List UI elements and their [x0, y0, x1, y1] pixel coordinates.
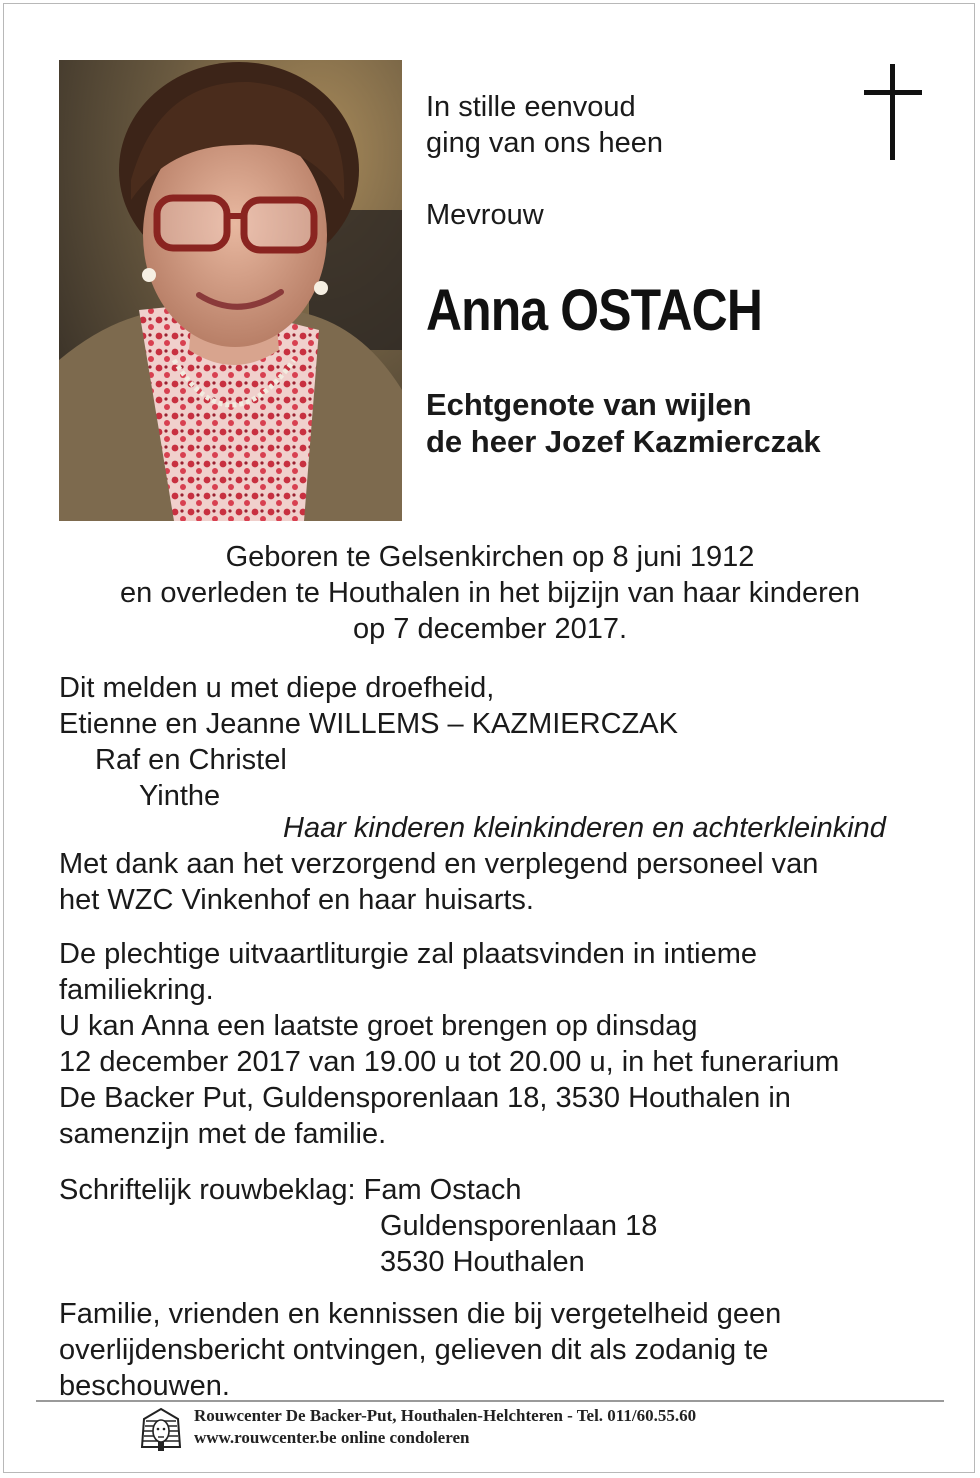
deceased-name: Anna OSTACH [426, 278, 763, 343]
portrait-photo [59, 60, 402, 521]
salutation: Mevrouw [426, 199, 544, 231]
condolence-street: Guldensporenlaan 18 [380, 1210, 658, 1242]
thanks-line: Met dank aan het verzorgend en verplegend personeel van [59, 848, 819, 880]
spouse-line: Echtgenote van wijlen [426, 387, 752, 422]
greatgrandchild-line: Yinthe [139, 780, 221, 812]
child-line: Etienne en Jeanne WILLEMS – KAZMIERCZAK [59, 708, 678, 740]
closing-line: overlijdensbericht ontvingen, gelieven dit als zodanig te [59, 1334, 769, 1366]
born-line: op 7 december 2017. [352, 613, 628, 645]
ceremony-line: samenzijn met de familie. [59, 1118, 387, 1150]
footer-website-link[interactable]: www.rouwcenter.be online condoleren [194, 1428, 470, 1447]
thanks-line: het WZC Vinkenhof en haar huisarts. [59, 884, 534, 916]
family-block [59, 670, 678, 814]
footer-contact: Rouwcenter De Backer-Put, Houthalen-Helchteren - Tel. 011/60.55.60 [194, 1406, 697, 1425]
footer-divider [36, 1400, 944, 1402]
closing-line: Familie, vrienden en kennissen die bij vergetelheid geen [59, 1298, 782, 1330]
footer-text [194, 1405, 696, 1449]
pharaoh-head-icon [138, 1407, 184, 1453]
spouse-line: de heer Jozef Kazmierczak [426, 424, 821, 459]
condolence-label: Schriftelijk rouwbeklag: Fam Ostach [59, 1174, 522, 1206]
announce-line: Dit melden u met diepe droefheid, [59, 672, 495, 704]
spouse-text [426, 386, 821, 460]
intro-line: ging van ons heen [426, 127, 664, 159]
ceremony-line: familiekring. [59, 974, 214, 1006]
ceremony-line: De Backer Put, Guldensporenlaan 18, 3530 Houthalen in [59, 1082, 791, 1114]
intro-text [426, 89, 663, 161]
ceremony-block [59, 936, 839, 1152]
family-signature: Haar kinderen kleinkinderen en achterkleinkind [283, 812, 886, 844]
ceremony-line: U kan Anna een laatste groet brengen op dinsdag [59, 1010, 698, 1042]
thanks-block [59, 846, 818, 918]
grandchild-line: Raf en Christel [95, 744, 287, 776]
condolence-city: 3530 Houthalen [380, 1246, 585, 1278]
born-line: en overleden te Houthalen in het bijzijn van haar kinderen [120, 577, 860, 609]
ceremony-line: De plechtige uitvaartliturgie zal plaatsvinden in intieme [59, 938, 757, 970]
closing-block [59, 1296, 781, 1404]
birth-death-text [0, 539, 980, 647]
born-line: Geboren te Gelsenkirchen op 8 juni 1912 [225, 541, 755, 573]
condolence-block [59, 1172, 657, 1280]
intro-line: In stille eenvoud [426, 91, 636, 123]
closing-line: beschouwen. [59, 1370, 230, 1402]
cross-icon [864, 64, 922, 160]
ceremony-line: 12 december 2017 van 19.00 u tot 20.00 u, in het funerarium [59, 1046, 840, 1078]
